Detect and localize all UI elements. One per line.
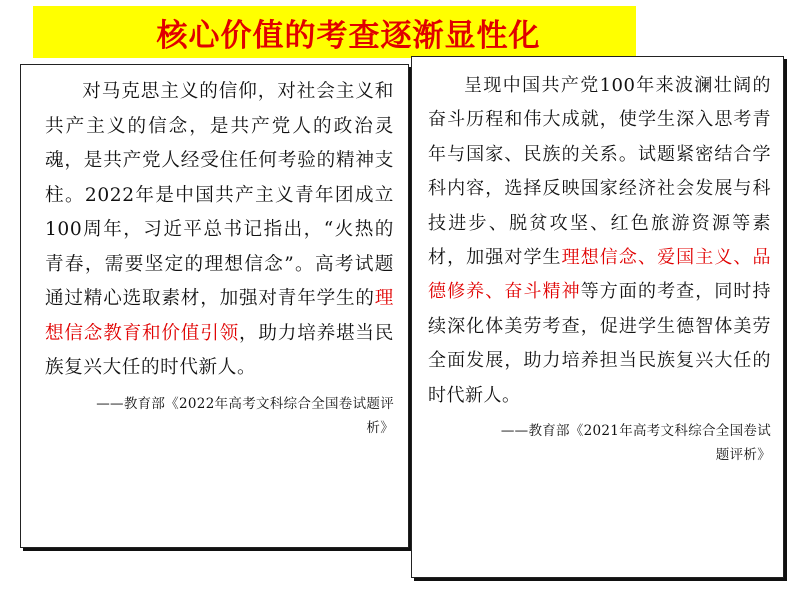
quote-box-2021 xyxy=(411,56,784,578)
quote-source-2021 xyxy=(428,419,771,467)
quote-text-before: 对马克思主义的信仰，对社会主义和共产主义的信念，是共产党人的政治灵魂，是共产党人经受住任何考验的精神支柱。2022年是中国共产主义青年团成立100周年，习近平总书记指出，“火热的青春，需要坚定的理想信念”。高考试题通过精心选取素材，加强对青年学生的 xyxy=(45,81,394,309)
quote-paragraph-2021 xyxy=(428,69,771,413)
source-line-1: ——教育部《2022年高考文科综合全国卷试题评 xyxy=(96,395,394,412)
source-line-2: 题评析》 xyxy=(715,447,771,464)
page-title: 核心价值的考查逐渐显性化 xyxy=(156,17,541,54)
source-line-2: 析》 xyxy=(366,419,394,436)
quote-text-after: ，助力培养堪当民族复兴大任的时代新人。 xyxy=(45,322,394,378)
quote-text-after: 等方面的考查，同时持续深化体美劳考查，促进学生德智体美劳全面发展，助力培养担当民族复兴大任的时代新人。 xyxy=(428,281,772,406)
source-line-1: ——教育部《2021年高考文科综合全国卷试 xyxy=(500,423,771,440)
quote-source-2022 xyxy=(45,392,394,440)
quote-highlight: 理想信念教育和价值引领 xyxy=(45,288,394,344)
title-banner xyxy=(33,6,636,58)
quote-paragraph-2022 xyxy=(45,75,394,386)
quote-text-before: 呈现中国共产党100年来波澜壮阔的奋斗历程和伟大成就，使学生深入思考青年与国家、民族的关系。试题紧密结合学科内容，选择反映国家经济社会发展与科技进步、脱贫攻坚、红色旅游资源等素材，加强对学生 xyxy=(428,75,771,269)
quote-highlight: 理想信念、爱国主义、品德修养、奋斗精神 xyxy=(428,247,772,303)
quote-box-2022 xyxy=(20,64,409,548)
